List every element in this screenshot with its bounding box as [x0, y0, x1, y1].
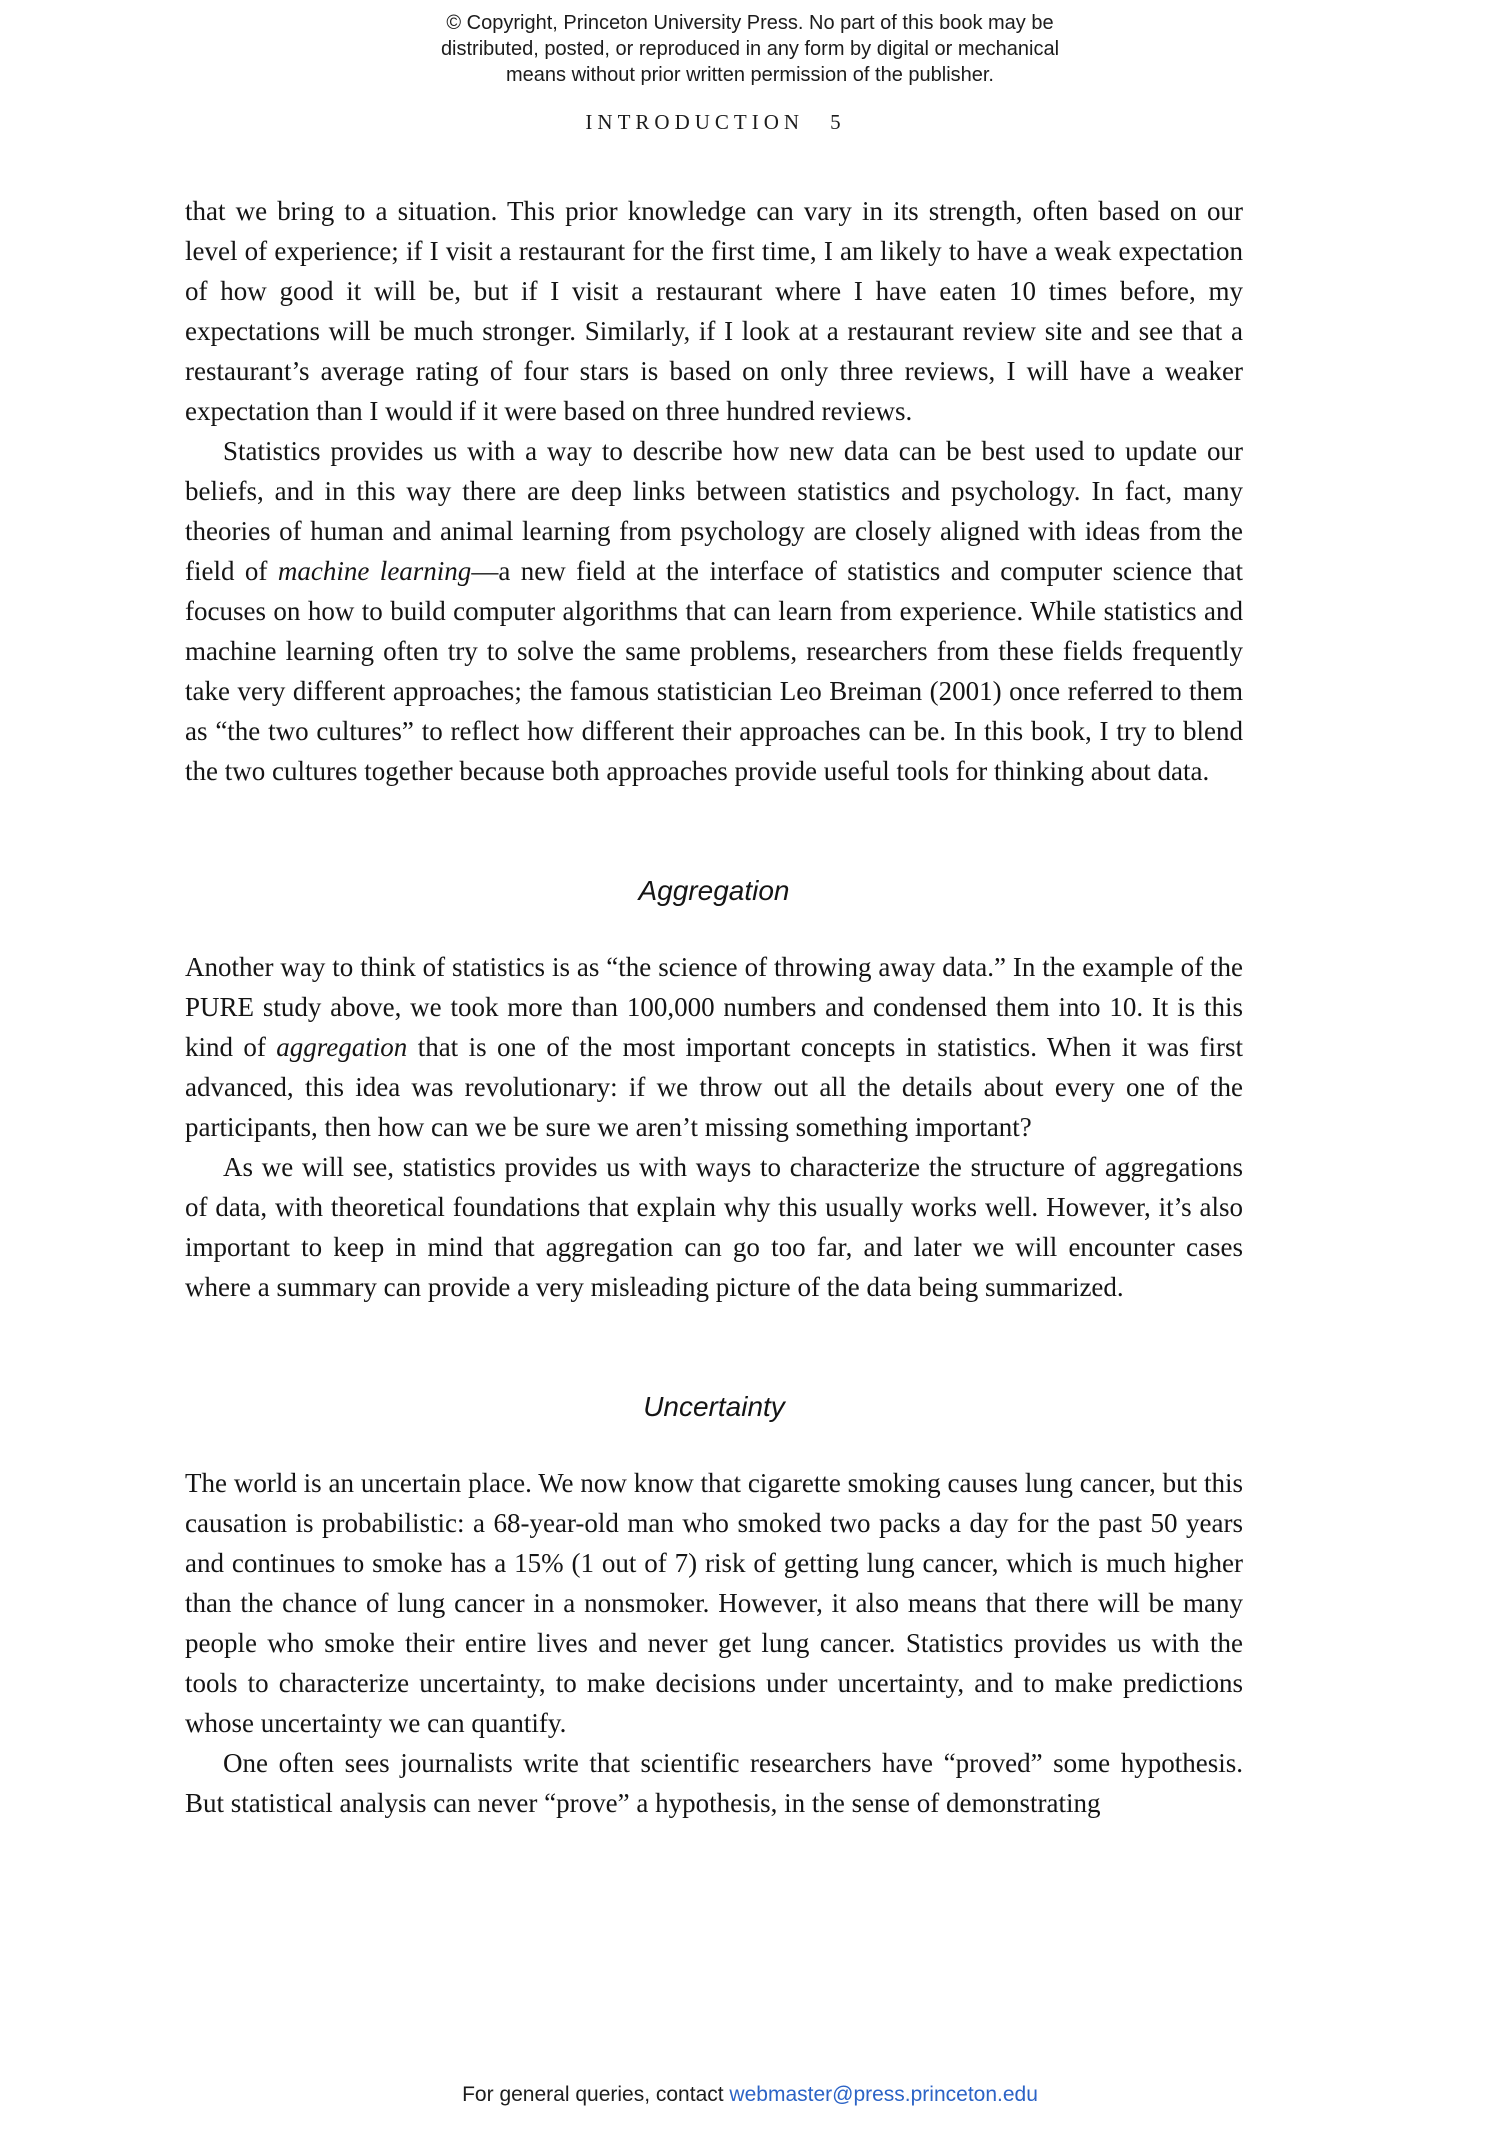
footer-text: For general queries, contact: [462, 2083, 730, 2106]
text-run: The world is an uncertain place. We now know that cigarette smoking causes lung cancer, but this causation is probabilistic: a 68-year-old man who smoked two packs a day for the past 50 years and continues to smoke has a 15% (1 out of 7) risk of getting lung cancer, which is much higher than the chance of lung cancer in a nonsmoker. However, it also means that there will be many people who smoke their entire lives and never get lung cancer. Statistics provides us with the tools to characterize uncertainty, to make decisions under uncertainty, and to make predictions whose uncertainty we can quantify.: [185, 1468, 1243, 1738]
text-run: that is one of the most important concepts in statistics. When it was first advanced, this idea was revolutionary: if we throw out all the details about every one of the participants, then how can we be sure we aren’t missing something important?: [185, 1032, 1243, 1142]
text-run: that we bring to a situation. This prior knowledge can vary in its strength, often based on our level of experience; if I visit a restaurant for the first time, I am likely to have a weak expectation of how good it will be, but if I visit a restaurant where I have eaten 10 times before, my expectations will be much stronger. Similarly, if I look at a restaurant review site and see that a restaurant’s average rating of four stars is based on only three reviews, I will have a weaker expectation than I would if it were based on three hundred reviews.: [185, 196, 1243, 426]
text-run: As we will see, statistics provides us with ways to characterize the structure of aggregations of data, with theoretical foundations that explain why this usually works well. However, it’s also important to keep in mind that aggregation can go too far, and later we will encounter cases where a summary can provide a very misleading picture of the data being summarized.: [185, 1152, 1243, 1302]
footer: [0, 2083, 1500, 2107]
text-run: aggregation: [276, 1032, 408, 1062]
running-head: [185, 110, 1243, 135]
copyright-line: © Copyright, Princeton University Press. No part of this book may be: [446, 12, 1054, 34]
paragraph: [185, 191, 1243, 431]
page-number: 5: [830, 110, 843, 134]
copyright-line: distributed, posted, or reproduced in any form by digital or mechanical: [440, 38, 1060, 60]
page-body: [185, 191, 1243, 1823]
text-run: Statistics provides us with a way to describe how new data can be best used to update our beliefs, and in this way there are deep links between statistics and psychology. In fact, many theories of human and animal learning from psychology are closely aligned with ideas from the field of: [185, 436, 1243, 586]
text-run: machine learning: [277, 556, 472, 586]
contact-email-link[interactable]: webmaster@press.princeton.edu: [729, 2083, 1038, 2106]
text-run: Another way to think of statistics is as “the science of throwing away data.” In the example of the PURE study above, we took more than 100,000 numbers and condensed them into 10. It is this kind of: [185, 952, 1243, 1062]
text-run: —a new field at the interface of statistics and computer science that focuses on how to build computer algorithms that can learn from experience. While statistics and machine learning often try to solve the same problems, researchers from these fields frequently take very different approaches; the famous statistician Leo Breiman (2001) once referred to them as “the two cultures” to reflect how different their approaches can be. In this book, I try to blend the two cultures together because both approaches provide useful tools for thinking about data.: [185, 556, 1243, 786]
section-heading-aggregation: Aggregation: [638, 875, 790, 906]
copyright-notice: [0, 0, 1500, 88]
text-run: One often sees journalists write that scientific researchers have “proved” some hypothesis. But statistical analysis can never “prove” a hypothesis, in the sense of demonstrating: [185, 1748, 1243, 1818]
paragraph: [185, 1743, 1243, 1823]
running-head-title: INTRODUCTION: [585, 110, 805, 134]
copyright-line: means without prior written permission of the publisher.: [505, 64, 994, 86]
section-heading-uncertainty: Uncertainty: [643, 1391, 785, 1422]
paragraph: [185, 431, 1243, 791]
paragraph: [185, 947, 1243, 1147]
paragraph: [185, 1147, 1243, 1307]
paragraph: [185, 1463, 1243, 1743]
